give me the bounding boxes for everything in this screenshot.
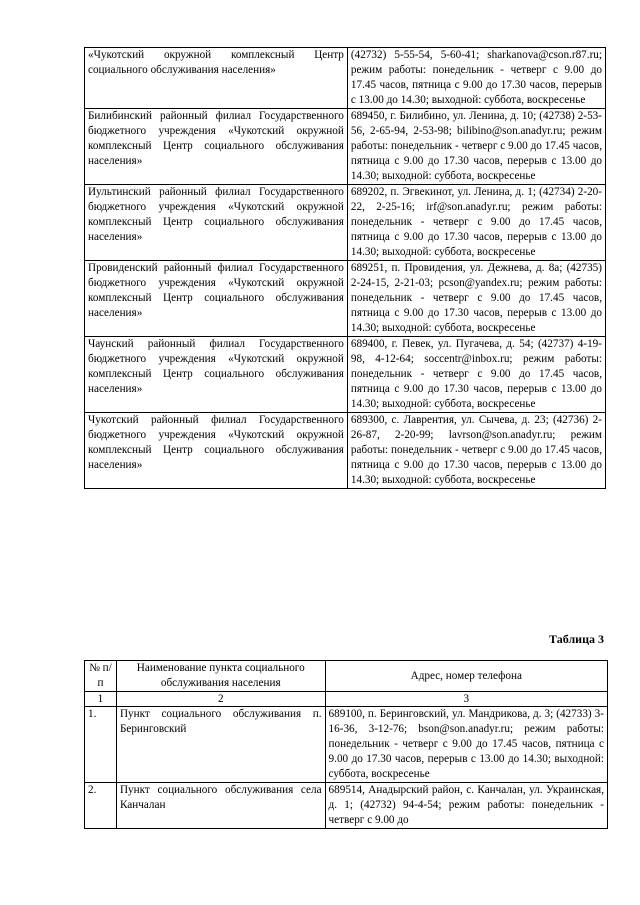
table-row <box>85 337 606 413</box>
table-row <box>85 261 606 337</box>
row-number: 1. <box>85 707 117 783</box>
organization-name: Билибинский районный филиал Государственного бюджетного учреждения «Чукотский окружной комплексный Центр социального обслуживания населения» <box>85 109 348 185</box>
column-index: 1 <box>85 692 117 707</box>
service-point-name: Пункт социального обслуживания п. Беринговский <box>116 707 325 783</box>
column-index: 3 <box>325 692 607 707</box>
service-point-address: 689514, Анадырский район, с. Канчалан, ул. Украинская, д. 1; (42732) 94-4-54; режим работы: понедельник - четверг с 9.00 до <box>325 783 607 829</box>
column-header-number: № п/п <box>85 661 117 692</box>
service-point-name: Пункт социального обслуживания села Канчалан <box>116 783 325 829</box>
organization-address: (42732) 5-55-54, 5-60-41; sharkanova@cson.r87.ru; режим работы: понедельник - четверг с 9.00 до 17.45 часов, пятница с 9.00 до 17.30 часов, перерыв с 13.00 до 14.30; выходной: суббота, воскресенье <box>347 48 605 109</box>
organization-address: 689251, п. Провидения, ул. Дежнева, д. 8а; (42735) 2-24-15, 2-21-03; pcson@yandex.ru; режим работы: понедельник - четверг с 9.00 до 17.45 часов, пятница с 9.00 до 17.30 часов, перерыв с 13.00 до 14.30; выходной: суббота, воскресенье <box>347 261 605 337</box>
row-number: 2. <box>85 783 117 829</box>
organization-address: 689300, с. Лаврентия, ул. Сычева, д. 23; (42736) 2-26-87, 2-20-99; lavrson@son.anadyr.ru; режим работы: понедельник - четверг с 9.00 до 17.45 часов, пятница с 9.00 до 17.30 часов, перерыв с 13.00 до 14.30; выходной: суббота, воскресенье <box>347 413 605 489</box>
organization-name: Иультинский районный филиал Государственного бюджетного учреждения «Чукотский окружной комплексный Центр социального обслуживания населения» <box>85 185 348 261</box>
table-header-row <box>85 661 608 692</box>
social-service-points-table <box>84 660 608 829</box>
table-row <box>85 109 606 185</box>
organization-address: 689202, п. Эгвекинот, ул. Ленина, д. 1; (42734) 2-20-22, 2-25-16; irf@son.anadyr.ru; режим работы: понедельник - четверг с 9.00 до 17.45 часов, пятница с 9.00 до 17.30 часов, перерыв с 13.00 до 14.30; выходной: суббота, воскресенье <box>347 185 605 261</box>
column-index: 2 <box>116 692 325 707</box>
organization-name: Чаунский районный филиал Государственного бюджетного учреждения «Чукотский окружной комплексный Центр социального обслуживания населения» <box>85 337 348 413</box>
table-row <box>85 185 606 261</box>
organization-address: 689400, г. Певек, ул. Пугачева, д. 54; (42737) 4-19-98, 4-12-64; soccentr@inbox.ru; режим работы: понедельник - четверг с 9.00 до 17.45 часов, пятница с 9.00 до 17.30 часов, перерыв с 13.00 до 14.30; выходной: суббота, воскресенье <box>347 337 605 413</box>
table-row <box>85 48 606 109</box>
table-caption: Таблица 3 <box>549 632 604 646</box>
organization-address: 689450, г. Билибино, ул. Ленина, д. 10; (42738) 2-53-56, 2-65-94, 2-53-98; bilibino@son.anadyr.ru; режим работы: понедельник - четверг с 9.00 до 17.45 часов, пятница с 9.00 до 17.30 часов, перерыв с 13.00 до 14.30; выходной: суббота, воскресенье <box>347 109 605 185</box>
table-row <box>85 707 608 783</box>
table-row <box>85 783 608 829</box>
column-header-address: Адрес, номер телефона <box>325 661 607 692</box>
column-index-row <box>85 692 608 707</box>
column-header-name: Наименование пункта социального обслуживания населения <box>116 661 325 692</box>
organization-name: «Чукотский окружной комплексный Центр социального обслуживания населения» <box>85 48 348 109</box>
service-point-address: 689100, п. Беринговский, ул. Мандрикова, д. 3; (42733) 3-16-36, 3-12-76; bson@son.anadyr.ru; режим работы: понедельник - четверг с 9.00 до 17.45 часов, пятница с 9.00 до 17.30 часов, перерыв с 13.00 до 14.30; выходной: суббота, воскресенье <box>325 707 607 783</box>
services-table-continued <box>84 47 606 489</box>
organization-name: Провиденский районный филиал Государственного бюджетного учреждения «Чукотский окружной комплексный Центр социального обслуживания населения» <box>85 261 348 337</box>
organization-name: Чукотский районный филиал Государственного бюджетного учреждения «Чукотский окружной комплексный Центр социального обслуживания населения» <box>85 413 348 489</box>
table-row <box>85 413 606 489</box>
